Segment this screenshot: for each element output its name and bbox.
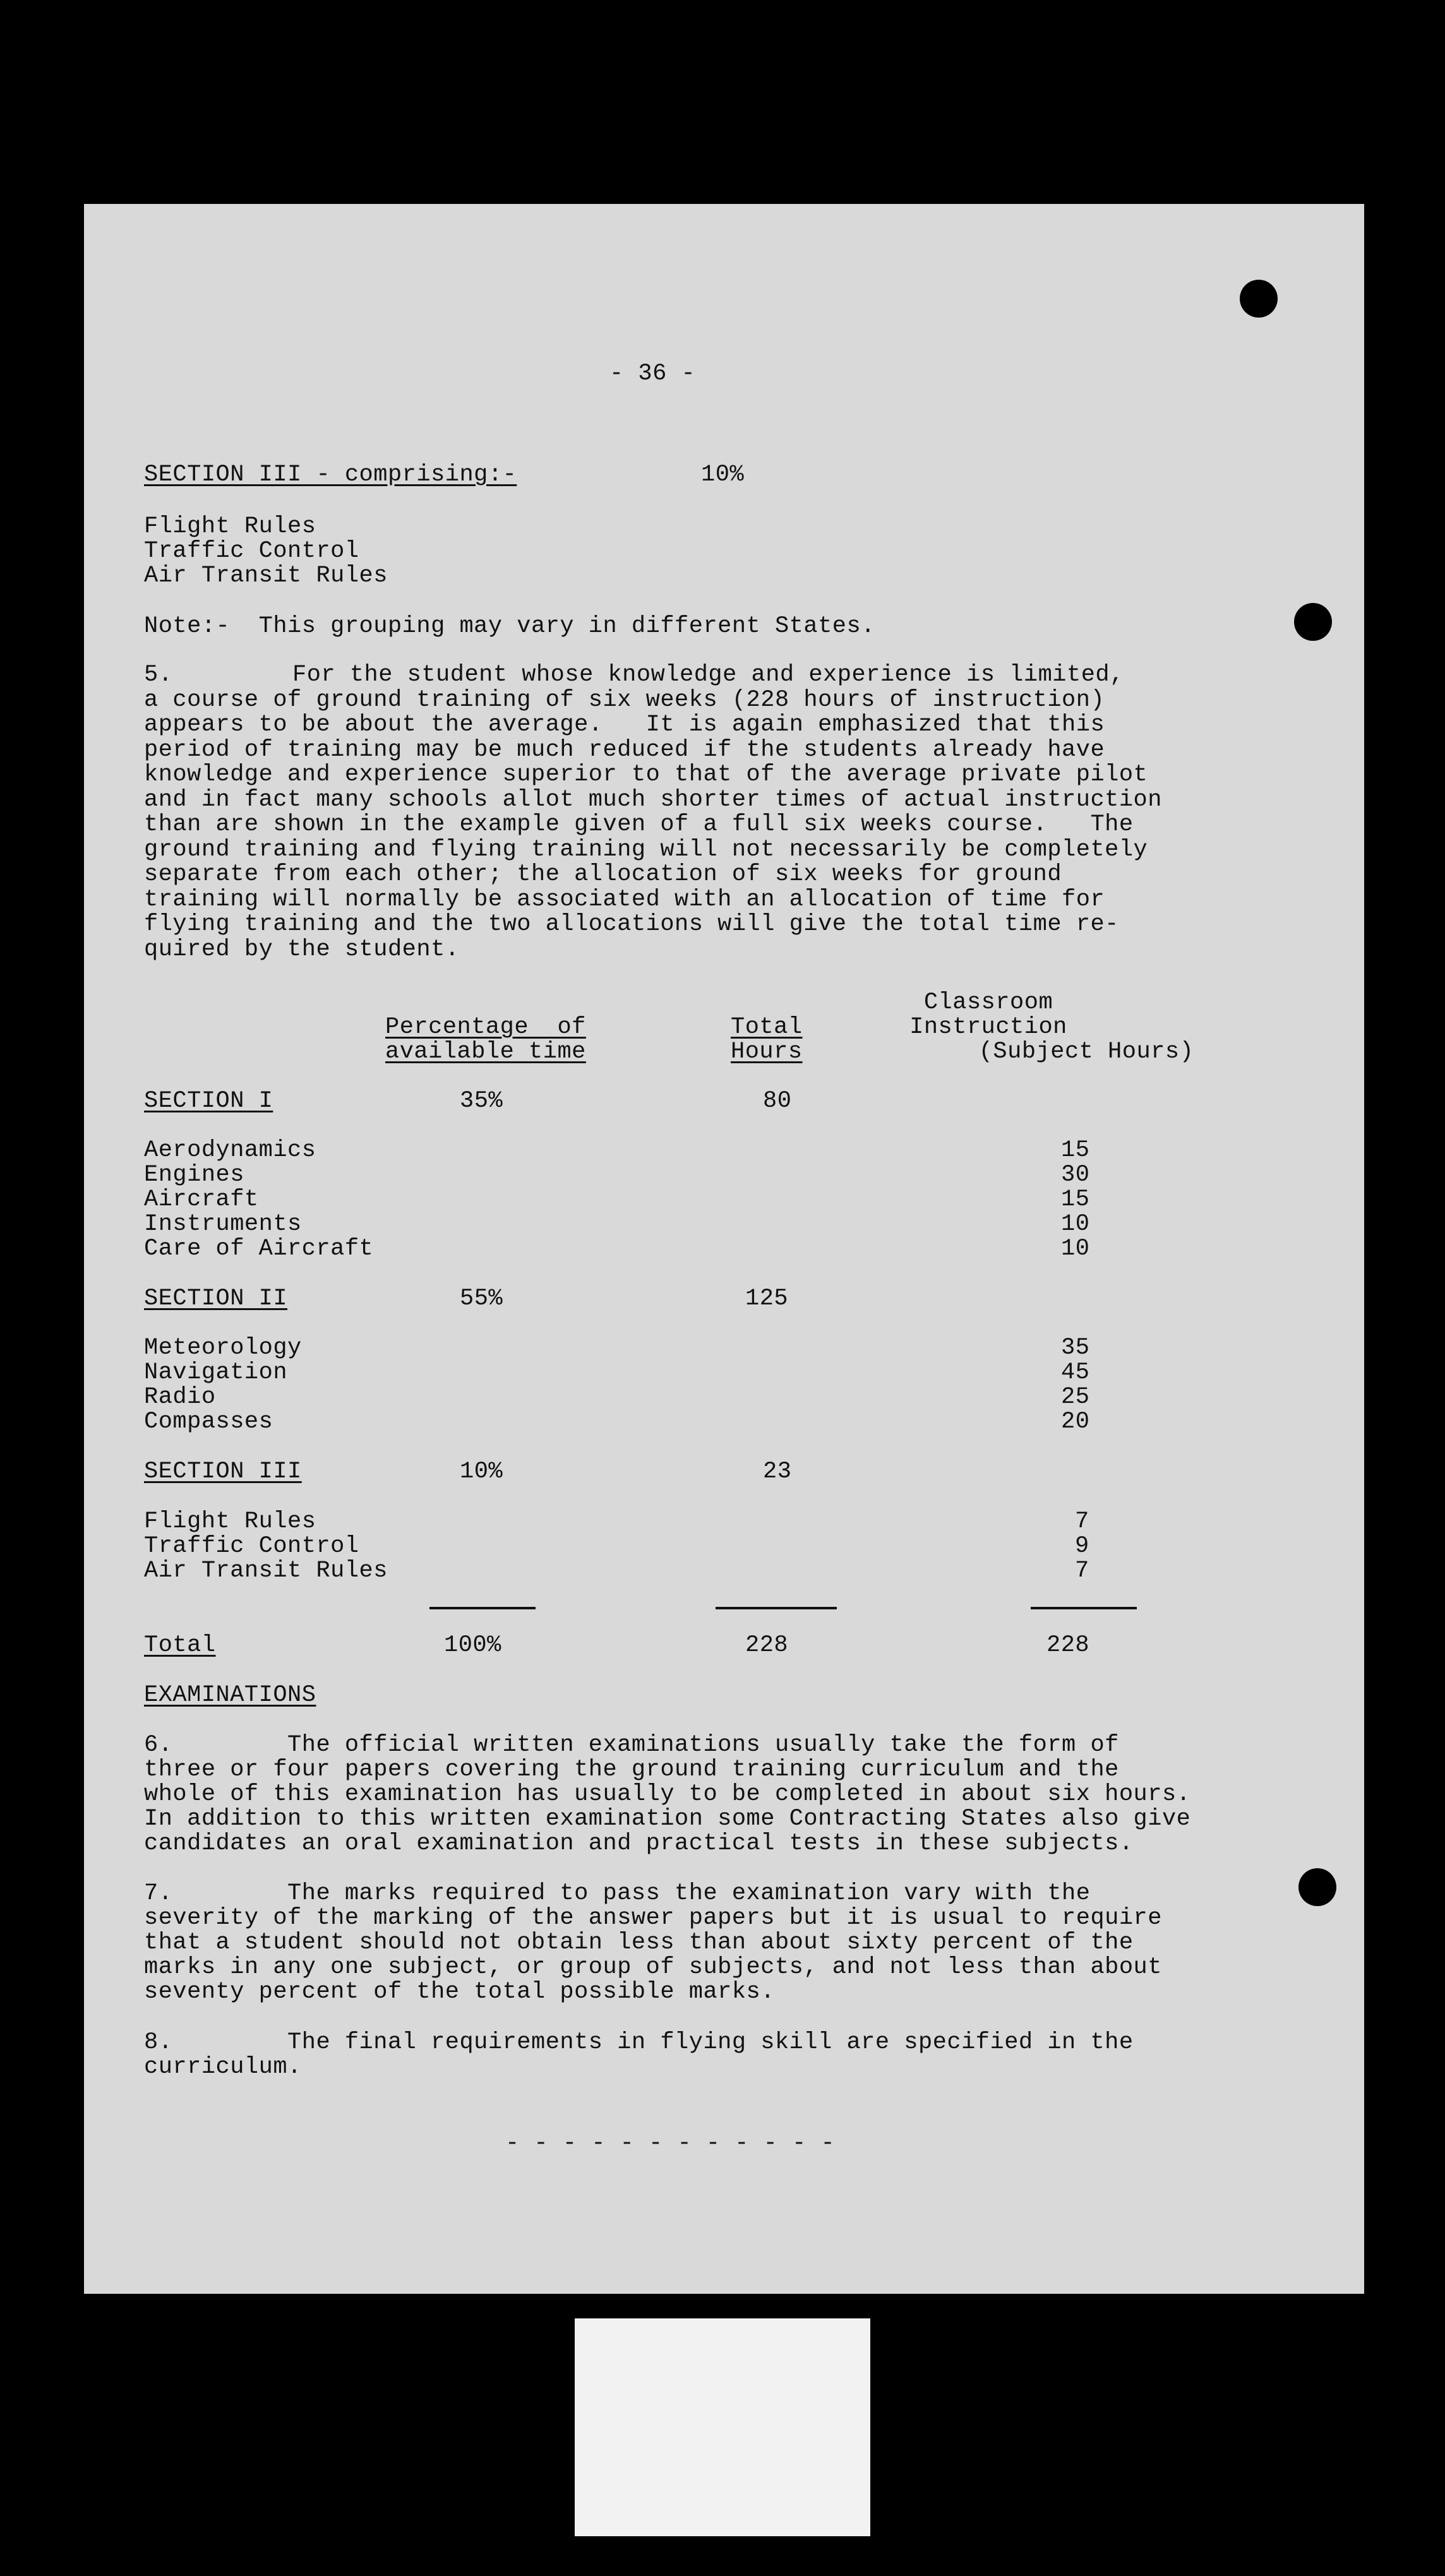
section-percent: 10% xyxy=(460,1458,503,1485)
punch-hole xyxy=(1240,280,1278,318)
total-hours: 228 xyxy=(745,1632,789,1659)
classroom-header-3: (Subject Hours) xyxy=(978,1039,1194,1065)
para5-number: 5. xyxy=(144,662,173,688)
subject-hours: 10 xyxy=(1061,1236,1090,1262)
percentage-header-2: available time xyxy=(385,1039,586,1065)
section-name: SECTION I xyxy=(144,1088,273,1114)
note: Note:- This grouping may vary in different States. xyxy=(144,613,875,640)
list-item: Air Transit Rules xyxy=(144,563,388,589)
total-header-2: Hours xyxy=(731,1039,803,1065)
section3-intro-percent: 10% xyxy=(701,462,745,488)
punch-hole xyxy=(1298,1868,1336,1906)
subject-name: Instruments xyxy=(144,1211,302,1237)
section-hours: 125 xyxy=(745,1285,789,1312)
page-number: - 36 - xyxy=(609,361,696,387)
subject-name: Engines xyxy=(144,1162,244,1188)
subject-name: Navigation xyxy=(144,1359,288,1386)
subject-hours: 7 xyxy=(1075,1508,1089,1535)
para8: 8. The final requirements in flying skill are specified in the curriculum. xyxy=(144,2029,1134,2080)
subject-name: Care of Aircraft xyxy=(144,1236,374,1262)
subject-hours: 7 xyxy=(1075,1558,1089,1584)
subject-name: Traffic Control xyxy=(144,1533,359,1559)
subject-hours: 45 xyxy=(1061,1359,1090,1386)
subject-name: Meteorology xyxy=(144,1335,302,1361)
total-rule xyxy=(429,1607,536,1609)
section-percent: 35% xyxy=(460,1088,503,1114)
total-rule xyxy=(716,1607,837,1609)
section-name: SECTION III xyxy=(144,1458,302,1485)
subject-hours: 30 xyxy=(1061,1162,1090,1188)
subject-hours: 25 xyxy=(1061,1384,1090,1410)
subject-hours: 35 xyxy=(1061,1335,1090,1361)
total-label: Total xyxy=(144,1632,216,1659)
subject-hours: 20 xyxy=(1061,1409,1090,1435)
subject-name: Radio xyxy=(144,1384,216,1410)
examinations-heading: EXAMINATIONS xyxy=(144,1682,316,1708)
list-item: Traffic Control xyxy=(144,538,359,564)
subject-name: Compasses xyxy=(144,1409,273,1435)
blank-card xyxy=(575,2318,870,2536)
total-classroom: 228 xyxy=(1046,1632,1090,1659)
subject-name: Aircraft xyxy=(144,1186,259,1213)
end-marker: - - - - - - - - - - - - xyxy=(505,2130,836,2157)
total-header-1: Total xyxy=(731,1014,803,1041)
classroom-header-1: Classroom xyxy=(923,989,1053,1016)
section-hours: 23 xyxy=(763,1458,792,1485)
total-rule xyxy=(1031,1607,1137,1609)
subject-hours: 9 xyxy=(1075,1533,1089,1559)
percentage-header-1: Percentage of xyxy=(385,1014,586,1041)
section3-intro-heading: SECTION III - comprising:- xyxy=(144,462,517,488)
section-hours: 80 xyxy=(763,1088,792,1114)
subject-name: Air Transit Rules xyxy=(144,1558,388,1584)
section-percent: 55% xyxy=(460,1285,503,1312)
subject-hours: 10 xyxy=(1061,1211,1090,1237)
section-name: SECTION II xyxy=(144,1285,288,1312)
list-item: Flight Rules xyxy=(144,513,316,540)
subject-name: Aerodynamics xyxy=(144,1137,316,1164)
punch-hole xyxy=(1294,603,1332,641)
subject-hours: 15 xyxy=(1061,1137,1090,1164)
subject-hours: 15 xyxy=(1061,1186,1090,1213)
total-percent: 100% xyxy=(444,1632,501,1659)
para7: 7. The marks required to pass the examination vary with the severity of the marking of the answer papers but it is usual to require that a student should not obtain less than about sixty percent of the marks in any one subject, or group of subjects, and not less than about seventy percent of the total possible marks. xyxy=(144,1880,1162,2005)
para5-text: For the student whose knowledge and experience is limited, a course of ground training of six weeks (228 hours of instruction) appears to be about the average. It is again emphasized that this period of training may be much reduced if the students already have knowledge and experience superior to that of the average private pilot and in fact many schools allot much shorter times of actual instruction than are shown in the example given of a full six weeks course. The ground training and flying training will not necessarily be completely separate from each other; the allocation of six weeks for ground training will normally be associated with an allocation of time for flying training and the two allocations will give the total time re- quired by the student. xyxy=(144,662,1162,963)
classroom-header-2: Instruction xyxy=(909,1014,1067,1041)
para6: 6. The official written examinations usually take the form of three or four papers covering the ground training curriculum and the whole of this examination has usually to be completed in about six hours. In addition to this written examination some Contracting States also give candidates an oral examination and practical tests in these subjects. xyxy=(144,1732,1191,1857)
subject-name: Flight Rules xyxy=(144,1508,316,1535)
